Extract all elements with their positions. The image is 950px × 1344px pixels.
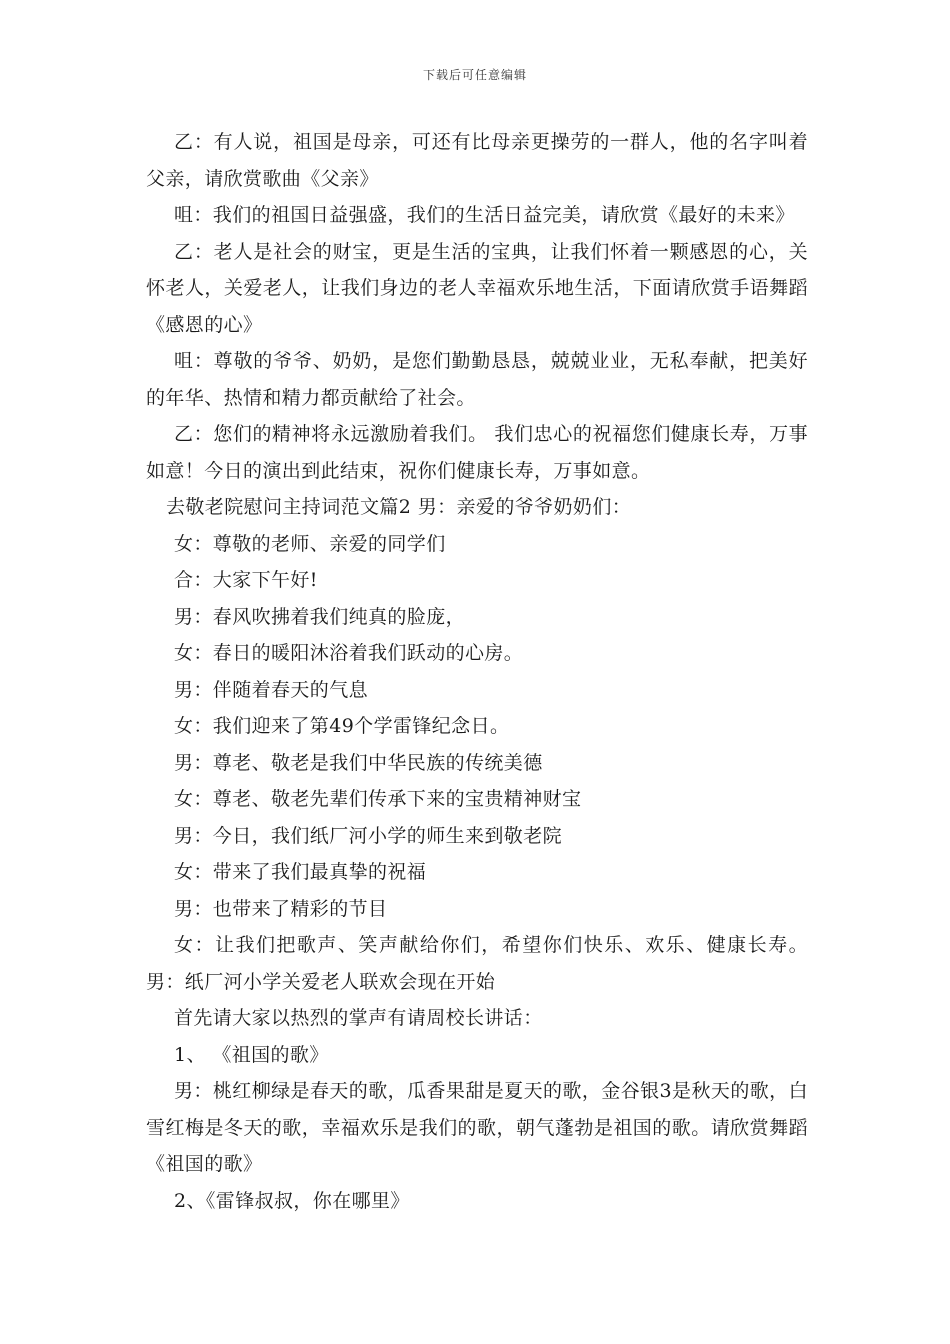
paragraph: 男：春风吹拂着我们纯真的脸庞，: [174, 605, 466, 628]
paragraph: 男：今日，我们纸厂河小学的师生来到敬老院: [174, 824, 563, 847]
paragraph: 男：桃红柳绿是春天的歌，瓜香果甜是夏天的歌，金谷银3是秋天的歌，白雪红梅是冬天的歌，幸福欢乐是我们的歌，朝气蓬勃是祖国的歌。请欣赏舞蹈《祖国的歌》: [146, 1080, 808, 1175]
paragraph: 女：尊老、敬老先辈们传承下来的宝贵精神财宝: [174, 788, 582, 810]
paragraph: 咀：尊敬的爷爷、奶奶，是您们勤勤恳恳，兢兢业业，无私奉献，把美好的年华、热情和精力都贡献给了社会。: [146, 350, 808, 409]
paragraph: 乙：老人是社会的财宝，更是生活的宝典，让我们怀着一颗感恩的心，关怀老人，关爱老人，让我们身边的老人幸福欢乐地生活，下面请欣赏手语舞蹈《感恩的心》: [146, 240, 808, 336]
paragraph: 首先请大家以热烈的掌声有请周校长讲话：: [174, 1007, 543, 1029]
paragraph: 男：伴随着春天的气息: [174, 678, 369, 701]
list-item: 2、《雷锋叔叔，你在哪里》: [174, 1189, 410, 1212]
paragraph: 男：也带来了精彩的节目: [174, 897, 388, 920]
document-body: [146, 124, 808, 1219]
list-item: 1、 《祖国的歌》: [174, 1043, 329, 1066]
paragraph: 女：带来了我们最真挚的祝福: [174, 861, 427, 883]
paragraph: 咀：我们的祖国日益强盛，我们的生活日益完美，请欣赏《最好的未来》: [174, 204, 795, 226]
paragraph: 合：大家下午好!: [174, 569, 318, 591]
paragraph: 女：让我们把歌声、笑声献给你们，希望你们快乐、欢乐、健康长寿。男：纸厂河小学关爱老人联欢会现在开始: [146, 934, 808, 993]
paragraph: 男：尊老、敬老是我们中华民族的传统美德: [174, 751, 543, 774]
paragraph: 乙：您们的精神将永远激励着我们。 我们忠心的祝福您们健康长寿，万事如意！今日的演出到此结束，祝你们健康长寿，万事如意。: [146, 423, 808, 482]
paragraph: 女：春日的暖阳沐浴着我们跃动的心房。: [174, 642, 524, 664]
page-header: 下载后可任意编辑: [422, 68, 527, 82]
paragraph: 女：我们迎来了第49个学雷锋纪念日。: [174, 715, 510, 737]
paragraph: 乙：有人说，祖国是母亲，可还有比母亲更操劳的一群人，他的名字叫着父亲，请欣赏歌曲《父亲》: [146, 131, 808, 190]
section-heading: 去敬老院慰问主持词范文篇2 男：亲爱的爷爷奶奶们：: [166, 496, 632, 518]
paragraph: 女：尊敬的老师、亲爱的同学们: [174, 532, 446, 555]
